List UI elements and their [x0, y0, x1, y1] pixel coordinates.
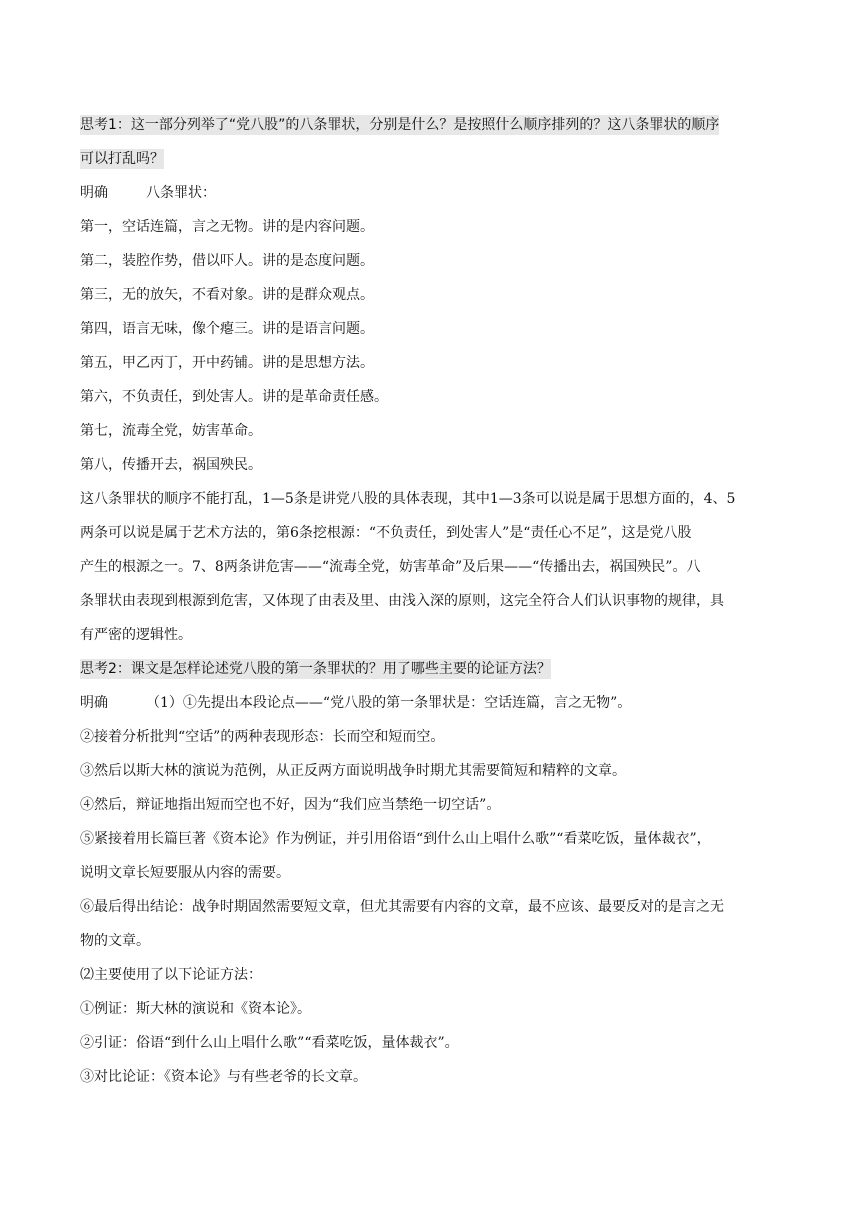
- question-2-highlight: 思考2：课文是怎样论述党八股的第一条罪状的？用了哪些主要的论证方法？: [80, 661, 551, 677]
- crime-item-5: 第五，甲乙丙丁，开中药铺。讲的是思想方法。: [80, 355, 374, 371]
- answer-2-line-3: ④然后，辩证地指出短而空也不好，因为“我们应当禁绝一切空话”。: [80, 797, 501, 813]
- analysis-line-5: 有严密的逻辑性。: [80, 627, 192, 643]
- crime-item-2: 第二，装腔作势，借以吓人。讲的是态度问题。: [80, 253, 374, 269]
- answer-2-line-7: 物的文章。: [80, 933, 150, 949]
- answer-1-heading: 八条罪状：: [146, 185, 216, 201]
- answer-1-header: [80, 176, 784, 210]
- question-1-line-1: [80, 108, 784, 142]
- crime-item-3: 第三，无的放矢，不看对象。讲的是群众观点。: [80, 287, 374, 303]
- question-1-highlight-2: 可以打乱吗？: [80, 151, 164, 167]
- answer-2-label: 明确: [80, 695, 108, 711]
- analysis-line-1: 这八条罪状的顺序不能打乱，1—5条是讲党八股的具体表现，其中1—3条可以说是属于思想方面的，4、5: [80, 491, 736, 507]
- answer-2-first: （1）①先提出本段论点——“党八股的第一条罪状是：空话连篇，言之无物”。: [146, 695, 632, 711]
- answer-2-line-5: 说明文章长短要服从内容的需要。: [80, 865, 290, 881]
- question-2-line: [80, 652, 784, 686]
- crime-item-7: 第七，流毒全党，妨害革命。: [80, 423, 262, 439]
- crime-item-8: 第八，传播开去，祸国殃民。: [80, 457, 262, 473]
- answer-2-header: [80, 686, 784, 720]
- answer-2-line-1: ②接着分析批判“空话”的两种表现形态：长而空和短而空。: [80, 729, 445, 745]
- answer-2-line-4: ⑤紧接着用长篇巨著《资本论》作为例证，并引用俗语“到什么山上唱什么歌”“看菜吃饭，量体裁衣”，: [80, 831, 711, 847]
- answer-1-label: 明确: [80, 185, 108, 201]
- analysis-line-4: 条罪状由表现到根源到危害，又体现了由表及里、由浅入深的原则，这完全符合人们认识事物的规律，具: [80, 593, 724, 609]
- answer-2-line-10: ②引证：俗语“到什么山上唱什么歌”“看菜吃饭，量体裁衣”。: [80, 1035, 459, 1051]
- answer-2-line-6: ⑥最后得出结论：战争时期固然需要短文章，但尤其需要有内容的文章，最不应该、最要反对的是言之无: [80, 899, 724, 915]
- answer-2-line-8: ⑵主要使用了以下论证方法：: [80, 967, 262, 983]
- answer-2-line-2: ③然后以斯大林的演说为范例，从正反两方面说明战争时期尤其需要简短和精粹的文章。: [80, 763, 626, 779]
- answer-2-line-11: ③对比论证：《资本论》与有些老爷的长文章。: [80, 1069, 367, 1085]
- crime-item-6: 第六，不负责任，到处害人。讲的是革命责任感。: [80, 389, 388, 405]
- question-1-highlight: 思考1：这一部分列举了“党八股”的八条罪状，分别是什么？是按照什么顺序排列的？这八条罪状的顺序: [80, 117, 720, 133]
- answer-2-line-9: ①例证：斯大林的演说和《资本论》。: [80, 1001, 311, 1017]
- document-page: [80, 108, 784, 1094]
- crime-item-4: 第四，语言无味，像个瘪三。讲的是语言问题。: [80, 321, 374, 337]
- crime-item-1: 第一，空话连篇，言之无物。讲的是内容问题。: [80, 219, 374, 235]
- analysis-line-2: 两条可以说是属于艺术方法的，第6条挖根源：“不负责任，到处害人”是“责任心不足”，这是党八股: [80, 525, 692, 541]
- question-1-line-2: [80, 142, 784, 176]
- analysis-line-3: 产生的根源之一。7、8两条讲危害——“流毒全党，妨害革命”及后果——“传播出去，祸国殃民”。八: [80, 559, 701, 575]
